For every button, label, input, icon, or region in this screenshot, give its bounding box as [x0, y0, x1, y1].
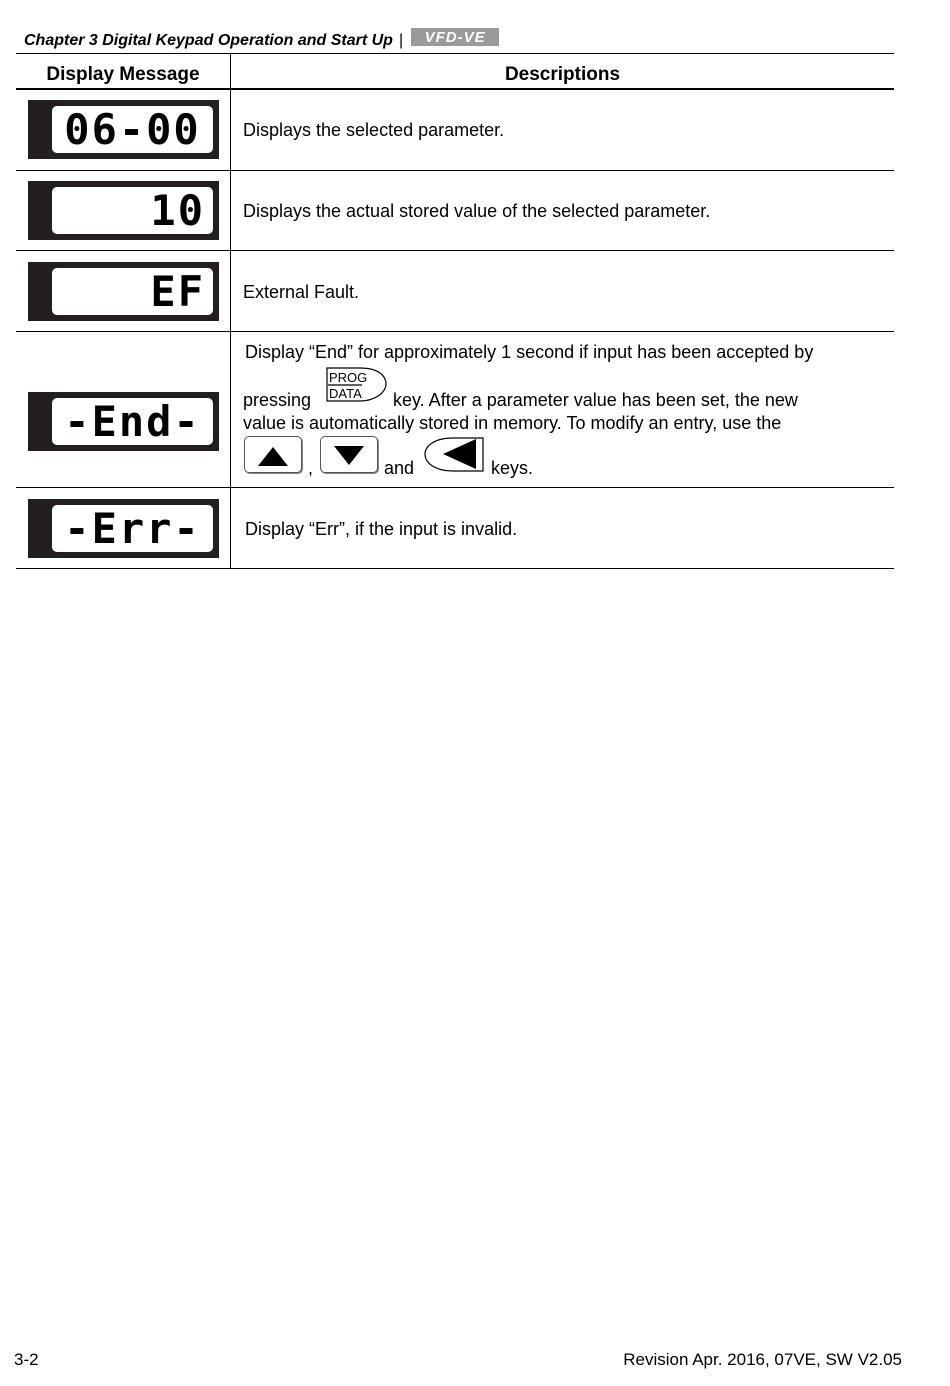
- up-arrow-key-icon: [244, 436, 302, 473]
- revision-info: Revision Apr. 2016, 07VE, SW V2.05: [623, 1350, 902, 1369]
- product-logo: VFD-VE: [411, 28, 499, 46]
- row-divider: [16, 250, 894, 251]
- lcd-text: -Err-: [64, 505, 201, 552]
- lcd-text: -End-: [64, 398, 201, 445]
- lcd-text: 06-00: [64, 106, 201, 153]
- data-label: DATA: [329, 386, 362, 401]
- column-header-descriptions: Descriptions: [504, 64, 621, 85]
- row-description-text: key. After a parameter value has been set, the new: [393, 390, 798, 410]
- lcd-display: [28, 181, 219, 240]
- row-divider: [16, 487, 894, 488]
- page-header: [24, 28, 499, 50]
- row-description-line: value is automatically stored in memory. To modify an entry, use the: [243, 413, 782, 433]
- header-separator: |: [398, 32, 404, 49]
- lcd-display: [28, 100, 219, 159]
- row-description: Displays the selected parameter.: [243, 120, 505, 140]
- table-bottom-rule: [16, 568, 894, 569]
- chapter-title: Chapter 3 Digital Keypad Operation and Start Up: [24, 32, 393, 49]
- lcd-display: [28, 262, 219, 321]
- keys-text: keys.: [491, 458, 534, 478]
- row-description-text: pressing: [243, 390, 312, 410]
- down-arrow-key-icon: [320, 436, 378, 473]
- lcd-display: [28, 499, 219, 558]
- prog-data-key-icon: [324, 365, 388, 405]
- row-description: External Fault.: [243, 282, 360, 302]
- row-divider: [16, 331, 894, 332]
- prog-label: PROG: [329, 370, 368, 385]
- and-text: and: [384, 458, 415, 478]
- lcd-display: [28, 392, 219, 451]
- row-description: Display “Err”, if the input is invalid.: [245, 519, 518, 539]
- column-divider: [230, 54, 231, 569]
- left-arrow-key-icon: [423, 435, 487, 475]
- lcd-text: EF: [150, 268, 205, 315]
- table-top-rule: [16, 53, 894, 54]
- column-header-display: Display Message: [46, 64, 200, 85]
- comma-text: ,: [308, 458, 314, 478]
- table-header-rule: [16, 88, 894, 90]
- page-number: 3-2: [14, 1350, 39, 1369]
- row-description: Displays the actual stored value of the selected parameter.: [243, 201, 711, 221]
- row-divider: [16, 170, 894, 171]
- row-description-line: Display “End” for approximately 1 second if input has been accepted by: [245, 342, 814, 362]
- lcd-text: 10: [150, 187, 205, 234]
